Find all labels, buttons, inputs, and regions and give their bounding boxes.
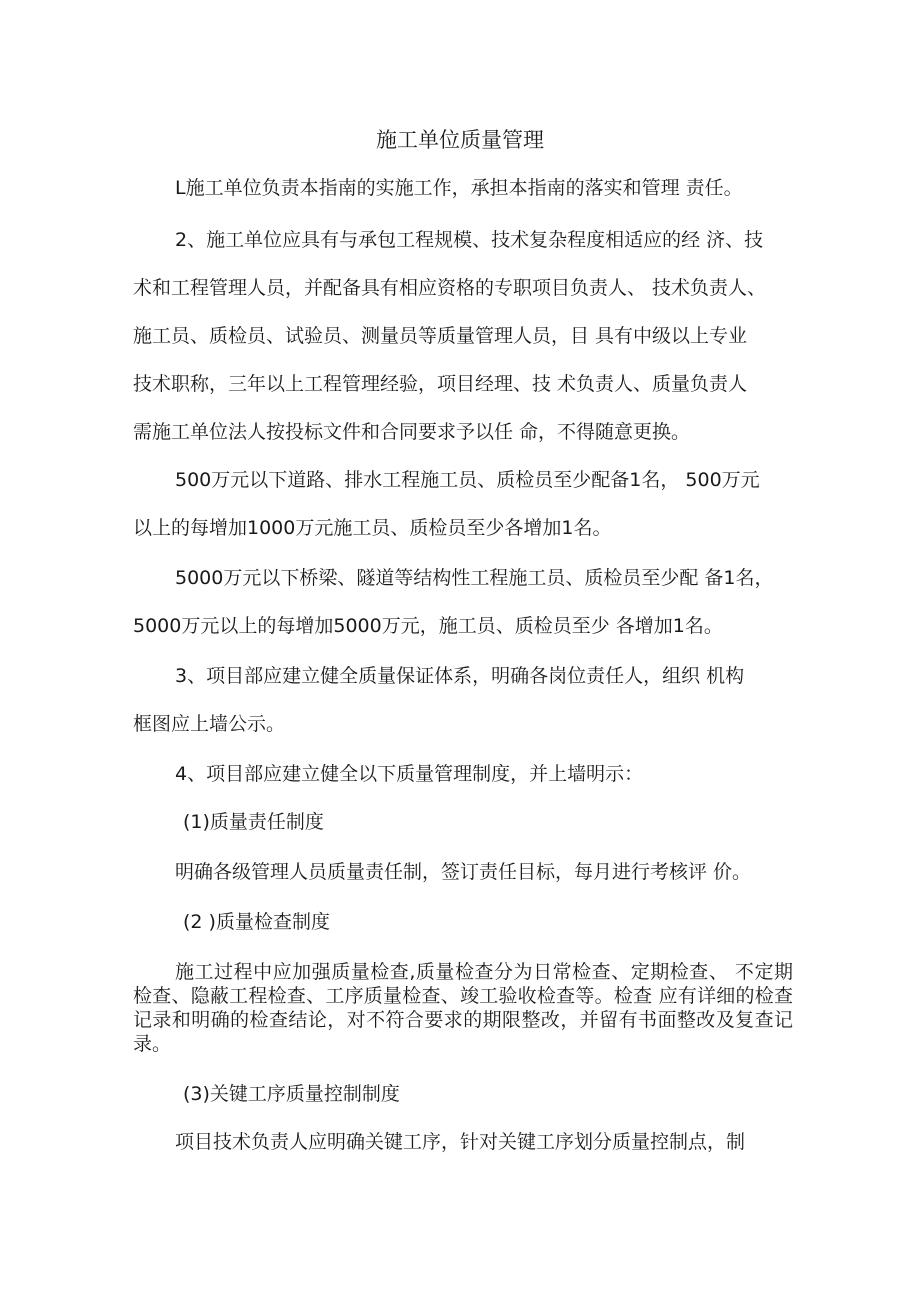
text-line: L施工单位负责本指南的实施工作，承担本指南的落实和管理 责任。 <box>175 177 743 199</box>
text-line: 5000万元以下桥梁、隧道等结构性工程施工员、质检员至少配 备1名， <box>175 567 774 589</box>
text-line: 施工员、质检员、试验员、测量员等质量管理人员，目 具有中级以上专业 <box>133 325 748 347</box>
text-line: 技术职称，三年以上工程管理经验，项目经理、技 术负责人、质量负责人 <box>133 373 748 395</box>
text-line: 术和工程管理人员，并配备具有相应资格的专职项目负责人、 技术负责人、 <box>133 277 767 299</box>
text-line: 3、项目部应建立健全质量保证体系，明确各岗位责任人，组织 机构 <box>175 665 745 687</box>
text-line: 500万元以下道路、排水工程施工员、质检员至少配备1名， 500万元 <box>175 469 760 491</box>
text-line: 项目技术负责人应明确关键工序，针对关键工序划分质量控制点，制 <box>175 1131 746 1153</box>
inspection-paragraph <box>133 960 793 1056</box>
text-line: 框图应上墙公示。 <box>133 713 286 735</box>
text-line: 以上的每增加1000万元施工员、质检员至少各增加1名。 <box>133 517 612 539</box>
page-title: 施工单位质量管理 <box>376 128 544 152</box>
section-heading: (1)质量责任制度 <box>183 811 324 833</box>
text-line: 2、施工单位应具有与承包工程规模、技术复杂程度相适应的经 济、技 <box>175 229 764 251</box>
text-line: 5000万元以上的每增加5000万元，施工员、质检员至少 各增加1名。 <box>133 615 723 637</box>
text-line: 需施工单位法人按投标文件和合同要求予以任 命，不得随意更换。 <box>133 421 691 443</box>
paragraph-text: 施工过程中应加强质量检查,质量检查分为日常检查、定期检查、 不定期检查、隐蔽工程检查、工序质量检查、竣工验收检查等。检查 应有详细的检查记录和明确的检查结论，对不符合要求的期限整改，并留有书面整改及复查记录。 <box>133 961 793 1055</box>
section-heading: (2 )质量检查制度 <box>183 911 330 933</box>
text-line: 明确各级管理人员质量责任制，签订责任目标，每月进行考核评 价。 <box>175 861 752 883</box>
text-line: 4、项目部应建立健全以下质量管理制度，并上墙明示： <box>175 763 644 785</box>
section-heading: (3)关键工序质量控制制度 <box>183 1083 400 1105</box>
